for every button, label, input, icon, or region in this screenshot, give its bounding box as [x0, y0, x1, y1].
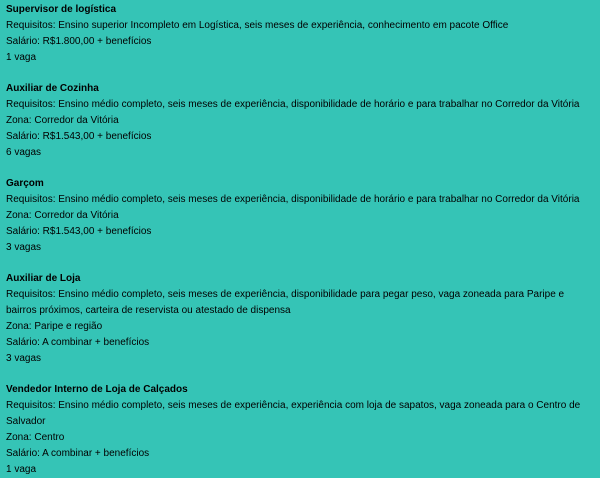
job-zone: Zona: Centro [6, 432, 65, 443]
job-openings: 1 vaga [6, 52, 37, 63]
job-requirements: Requisitos: Ensino médio completo, seis meses de experiência, experiência com loja de sapatos, vaga zoneada para o Centro de Salvador [6, 400, 581, 427]
job-listing-auxiliar-cozinha [6, 81, 594, 161]
job-requirements: Requisitos: Ensino médio completo, seis meses de experiência, disponibilidade para pegar peso, vaga zoneada para Paripe e bairros próximos, carteira de reservista ou atestado de dispensa [6, 289, 565, 316]
job-title: Auxiliar de Cozinha [6, 83, 99, 94]
job-openings: 1 vaga [6, 464, 37, 475]
job-openings: 6 vagas [6, 147, 42, 158]
job-requirements: Requisitos: Ensino médio completo, seis meses de experiência, disponibilidade de horário e para trabalhar no Corredor da Vitória [6, 99, 580, 110]
job-listing-supervisor-logistica [6, 2, 594, 66]
job-title: Supervisor de logística [6, 4, 117, 15]
job-requirements: Requisitos: Ensino médio completo, seis meses de experiência, disponibilidade de horário e para trabalhar no Corredor da Vitória [6, 194, 580, 205]
job-zone: Zona: Corredor da Vitória [6, 210, 119, 221]
job-listing-garcom [6, 176, 594, 256]
job-requirements: Requisitos: Ensino superior Incompleto em Logística, seis meses de experiência, conhecimento em pacote Office [6, 20, 509, 31]
job-salary: Salário: R$1.800,00 + benefícios [6, 36, 152, 47]
job-salary: Salário: R$1.543,00 + benefícios [6, 226, 152, 237]
job-openings: 3 vagas [6, 242, 42, 253]
job-listing-vendedor-calcados [6, 382, 594, 478]
job-salary: Salário: A combinar + benefícios [6, 337, 150, 348]
job-title: Vendedor Interno de Loja de Calçados [6, 384, 188, 395]
job-listing-auxiliar-loja [6, 271, 594, 367]
job-zone: Zona: Corredor da Vitória [6, 115, 119, 126]
job-salary: Salário: R$1.543,00 + benefícios [6, 131, 152, 142]
job-openings: 3 vagas [6, 353, 42, 364]
job-title: Garçom [6, 178, 44, 189]
job-zone: Zona: Paripe e região [6, 321, 103, 332]
job-salary: Salário: A combinar + benefícios [6, 448, 150, 459]
job-title: Auxiliar de Loja [6, 273, 81, 284]
